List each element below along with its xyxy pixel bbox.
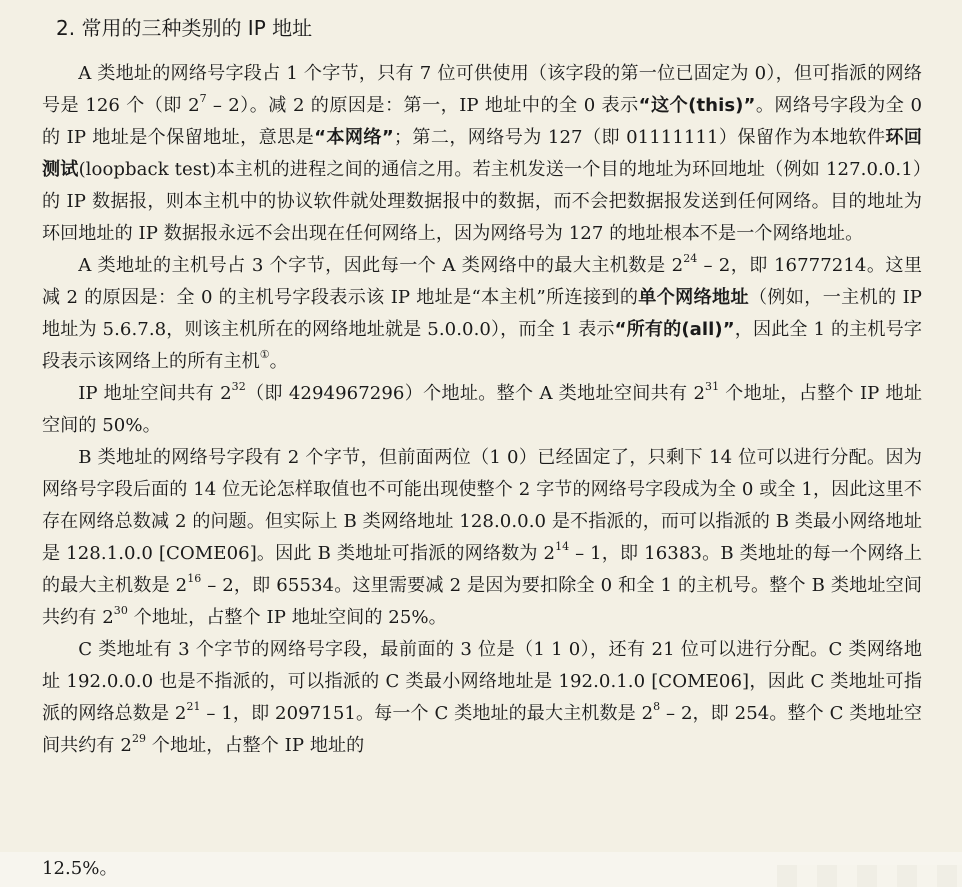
paragraph-tail-text: 12.5%。: [42, 858, 118, 879]
superscript: 30: [113, 603, 128, 617]
superscript: 14: [555, 539, 570, 553]
text-run: IP 地址空间共有 2: [78, 383, 232, 404]
text-run: ；第二，网络号为 127（即 01111111）保留作为本地软件: [393, 127, 886, 148]
text-run: ，因此全 1 的主机号字段表示该网络上的所有主机: [42, 319, 922, 372]
paragraph-class-a-network: [42, 58, 922, 250]
text-run: – 2）。减 2 的原因是：第一，IP 地址中的全 0 表示: [206, 95, 639, 116]
superscript: 21: [186, 699, 201, 713]
superscript: 8: [653, 699, 661, 713]
superscript: 29: [131, 731, 147, 745]
text-run: A 类地址的网络号字段占 1 个字节，只有 7 位可供使用（该字段的第一位已固定为 0），但可指派的网络号是 126 个（即 2: [42, 63, 922, 116]
superscript: 32: [231, 379, 246, 393]
bold-term-this-network: “本网络”: [314, 127, 394, 148]
text-run: – 2，即 254。整个 C 类地址空间共约有 2: [42, 703, 922, 756]
superscript: 24: [683, 251, 698, 265]
text-run: C 类地址有 3 个字节的网络号字段，最前面的 3 位是（1 1 0），还有 21 位可以进行分配。C 类网络地址 192.0.0.0 也是不指派的，可以指派的 C 类最小网络地址是 192.0.1.0 [COME06]，因此 C 类地址可指派的网络总数是 2: [42, 639, 922, 724]
paragraph-class-c: [42, 634, 922, 762]
text-run: – 1，即 2097151。每一个 C 类地址的最大主机数是 2: [200, 703, 654, 724]
text-run: – 1，即 16383。B 类地址的每一个网络上的最大主机数是 2: [42, 543, 922, 596]
bold-term-loopback: 环回测试: [42, 127, 922, 180]
paragraph-address-space: [42, 378, 922, 442]
bold-term-single-network: 单个网络地址: [638, 287, 749, 308]
superscript: 16: [187, 571, 202, 585]
text-run: 个地址，占整个 IP 地址空间的 25%。: [127, 607, 447, 628]
paragraph-class-b: [42, 442, 922, 634]
superscript: 31: [705, 379, 720, 393]
text-run: A 类地址的主机号占 3 个字节，因此每一个 A 类网络中的最大主机数是 2: [78, 255, 684, 276]
text-run: 。网络号字段为全 0 的 IP 地址是个保留地址，意思是: [42, 95, 923, 148]
bold-term-all: “所有的(all)”: [614, 319, 735, 340]
text-run: – 2，即 65534。这里需要减 2 是因为要扣除全 0 和全 1 的主机号。整个 B 类地址空间共约有 2: [42, 575, 922, 628]
text-run: （即 4294967296）个地址。整个 A 类地址空间共有 2: [245, 383, 706, 404]
footnote-marker: ①: [259, 347, 270, 361]
text-run: – 2，即 16777214。这里减 2 的原因是：全 0 的主机号字段表示该 IP 地址是“本主机”所连接到的: [42, 255, 922, 308]
section-heading: 2. 常用的三种类别的 IP 地址: [56, 16, 313, 40]
text-run: (loopback test)本主机的进程之间的通信之用。若主机发送一个目的地址为环回地址（例如 127.0.0.1）的 IP 数据报，则本主机中的协议软件就处理数据报中的数据，而不会把数据报发送到任何网络。目的地址为环回地址的 IP 数据报永远不会出现在任何网络上，因为网络号为 127 的地址根本不是一个网络地址。: [42, 159, 922, 244]
paragraph-class-a-hosts: [42, 250, 922, 378]
text-run: 。: [269, 351, 288, 372]
bold-term-this: “这个(this)”: [638, 95, 756, 116]
watermark-strip: [777, 865, 962, 887]
superscript: 7: [199, 91, 207, 105]
text-run: （例如，一主机的 IP 地址为 5.6.7.8，则该主机所在的网络地址就是 5.0.0.0），而全 1 表示: [42, 287, 922, 340]
text-run: 个地址，占整个 IP 地址空间的 50%。: [42, 383, 922, 436]
text-run: B 类地址的网络号字段有 2 个字节，但前面两位（1 0）已经固定了，只剩下 14 位可以进行分配。因为网络号字段后面的 14 位无论怎样取值也不可能出现使整个 2 字节的网络号字段成为全 0 或全 1，因此这里不存在网络总数减 2 的问题。但实际上 B 类网络地址 128.0.0.0 是不指派的，而可以指派的 B 类最小网络地址是 128.1.0.0 [COME06]。因此 B 类地址可指派的网络数为 2: [42, 447, 922, 564]
text-run: 个地址，占整个 IP 地址的: [146, 735, 365, 756]
